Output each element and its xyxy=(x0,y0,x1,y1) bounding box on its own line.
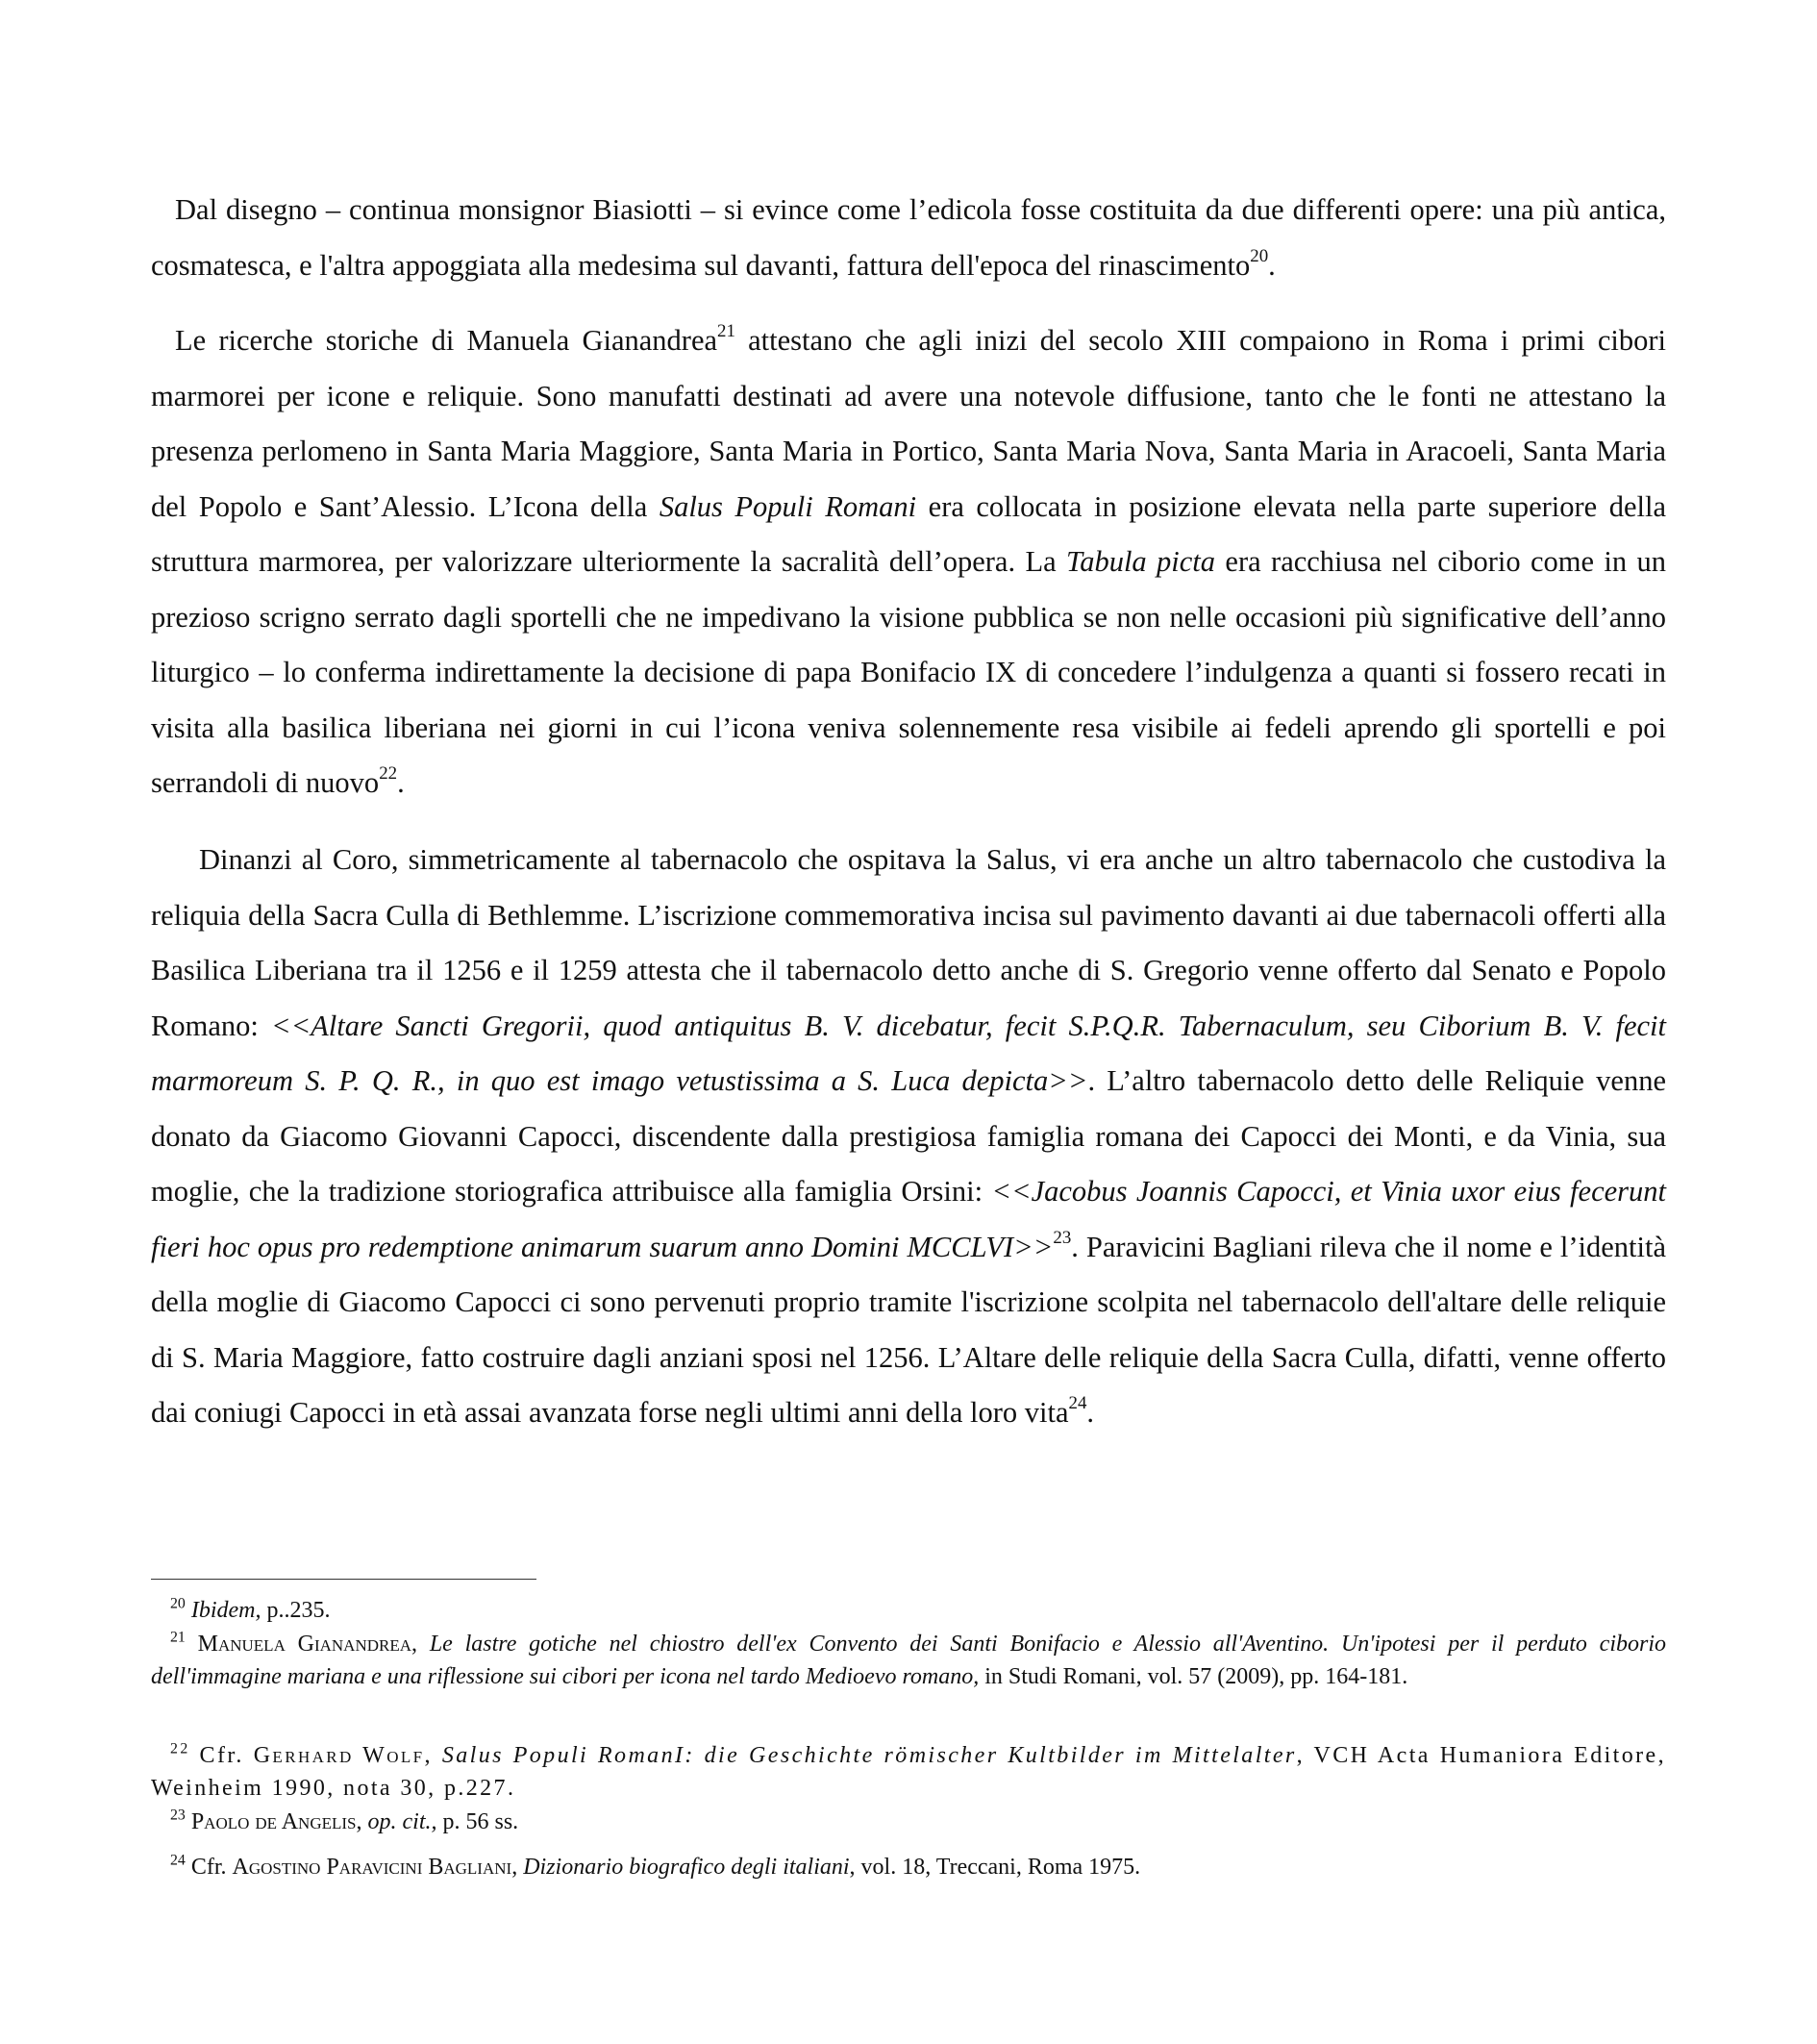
footnote-text: in Studi Romani, vol. 57 (2009), pp. 164-181. xyxy=(979,1664,1408,1689)
footnote-number: 20 xyxy=(170,1595,186,1612)
footnote-title: Dizionario biografico degli italiani xyxy=(523,1855,850,1880)
footnote-text: Cfr. xyxy=(190,1855,233,1880)
paragraph-text: . Paravicini Bagliani rileva che il nome e l’identità della moglie di Giacomo Capocci ci sono pervenuti proprio tramite l'iscrizione scolpita nel tabernacolo dell'altare delle reliquie di S. Maria Maggiore, fatto costruire dagli anziani sposi nel 1256. L’Altare delle reliquie della Sacra Culla, difatti, venne offerto dai coniugi Capocci in età assai avanzata forse negli ultimi anni della loro vita xyxy=(151,1230,1666,1429)
footnote-author: Gerhard Wolf xyxy=(253,1743,425,1768)
footnote-text: p. 56 ss. xyxy=(436,1809,519,1834)
footnote-text: , xyxy=(411,1632,430,1657)
footnote-ref-23[interactable]: 23 xyxy=(1053,1227,1072,1248)
footnote-number: 21 xyxy=(170,1629,186,1646)
footnote-text: Cfr. xyxy=(199,1743,254,1768)
paragraph-text: Le ricerche storiche di Manuela Gianandrea xyxy=(175,324,718,357)
footnote-text: , xyxy=(356,1809,368,1834)
footnote-23 xyxy=(151,1806,1666,1838)
footnote-22 xyxy=(151,1739,1666,1805)
paragraph-text: . xyxy=(1268,248,1276,282)
footnote-21 xyxy=(151,1628,1666,1693)
footnote-separator xyxy=(151,1579,536,1580)
footnote-italic: op. cit., xyxy=(367,1809,437,1834)
footnote-text: , xyxy=(424,1743,442,1768)
paragraph-text: . L’altro tabernacolo detto delle Reliquie venne donato da Giacomo Giovanni Capocci, discendente dalla prestigiosa famiglia romana dei Capocci dei Monti, e da Vinia, sua moglie, che la tradizione storiografica attribuisce alla famiglia Orsini: xyxy=(151,1064,1666,1208)
latin-inscription-quote: <<Jacobus Joannis Capocci, et Vinia uxor eius fecerunt fieri hoc opus pro redemptione animarum suarum anno Domini MCCLVI>> xyxy=(151,1175,1666,1263)
latin-inscription-quote: <<Altare Sancti Gregorii, quod antiquitus B. V. dicebatur, fecit S.P.Q.R. Tabernaculum, seu Ciborium B. V. fecit marmoreum S. P. Q. R., in quo est imago vetustissima a S. Luca depicta>> xyxy=(151,1009,1666,1097)
footnote-text: , xyxy=(511,1855,524,1880)
footnote-ref-21[interactable]: 21 xyxy=(717,320,735,341)
paragraph-text: era collocata in posizione elevata nella parte superiore della struttura marmorea, per valorizzare ulteriormente la sacralità dell’opera. La xyxy=(151,489,1666,578)
paragraph-text: . xyxy=(1086,1396,1095,1429)
footnote-italic: Ibidem, xyxy=(190,1598,261,1623)
paragraph-text: Dal disegno – continua monsignor Biasiotti – si evince come l’edicola fosse costituita da due differenti opere: una più antica, cosmatesca, e l'altra appoggiata alla medesima sul davanti, fattura dell'epoca del rinascimento xyxy=(151,193,1666,282)
footnote-title: Le lastre gotiche nel chiostro dell'ex Convento dei Santi Bonifacio e Alessio all'Aventino. Un'ipotesi per il perduto ciborio dell'immagine mariana e una riflessione sui cibori per icona nel tardo Medioevo romano, xyxy=(151,1632,1667,1689)
body-paragraph-2 xyxy=(151,313,1666,811)
italic-title: Salus Populi Romani xyxy=(659,489,917,523)
footnote-title: Salus Populi RomanI: die Geschichte römischer Kultbilder im Mittelalter xyxy=(441,1743,1297,1768)
paragraph-text: . xyxy=(397,766,405,799)
footnote-ref-24[interactable]: 24 xyxy=(1068,1392,1087,1413)
footnote-text: , vol. 18, Treccani, Roma 1975. xyxy=(849,1855,1141,1880)
footnote-24 xyxy=(151,1851,1666,1883)
footnote-text: p..235. xyxy=(261,1598,331,1623)
footnote-20 xyxy=(151,1594,1666,1627)
footnote-author: Agostino Paravicini Bagliani xyxy=(232,1855,512,1880)
footnote-text: , VCH Acta Humaniora Editore, Weinheim 1990, nota 30, p.227. xyxy=(151,1743,1666,1801)
body-paragraph-1 xyxy=(151,183,1666,293)
footnote-number: 22 xyxy=(170,1740,190,1757)
italic-title: Tabula picta xyxy=(1066,545,1216,578)
paragraph-text: Dinanzi al Coro, simmetricamente al tabernacolo che ospitava la Salus, vi era anche un altro tabernacolo che custodiva la reliquia della Sacra Culla di Bethlemme. L’iscrizione commemorativa incisa sul pavimento davanti ai due tabernacoli offerti alla Basilica Liberiana tra il 1256 e il 1259 attesta che il tabernacolo detto anche di S. Gregorio venne offerto dal Senato e Popolo Romano: xyxy=(151,843,1666,1042)
paragraph-text: attestano che agli inizi del secolo XIII compaiono in Roma i primi cibori marmorei per icone e reliquie. Sono manufatti destinati ad avere una notevole diffusione, tanto che le fonti ne attestano la presenza perlomeno in Santa Maria Maggiore, Santa Maria in Portico, Santa Maria Nova, Santa Maria in Aracoeli, Santa Maria del Popolo e Sant’Alessio. L’Icona della xyxy=(151,324,1666,523)
footnote-author: Manuela Gianandrea xyxy=(197,1632,412,1657)
footnote-author: Paolo de Angelis xyxy=(190,1809,357,1834)
footnote-ref-22[interactable]: 22 xyxy=(379,762,398,784)
paragraph-text: era racchiusa nel ciborio come in un prezioso scrigno serrato dagli sportelli che ne impedivano la visione pubblica se non nelle occasioni più significative dell’anno liturgico – lo conferma indirettamente la decisione di papa Bonifacio IX di concedere l’indulgenza a quanti si fossero recati in visita alla basilica liberiana nei giorni in cui l’icona veniva solennemente resa visibile ai fedeli aprendo gli sportelli e poi serrandoli di nuovo xyxy=(151,545,1667,799)
footnote-number: 24 xyxy=(170,1852,186,1869)
footnote-ref-20[interactable]: 20 xyxy=(1250,245,1269,266)
body-paragraph-3 xyxy=(151,833,1666,1441)
footnote-number: 23 xyxy=(170,1807,186,1824)
